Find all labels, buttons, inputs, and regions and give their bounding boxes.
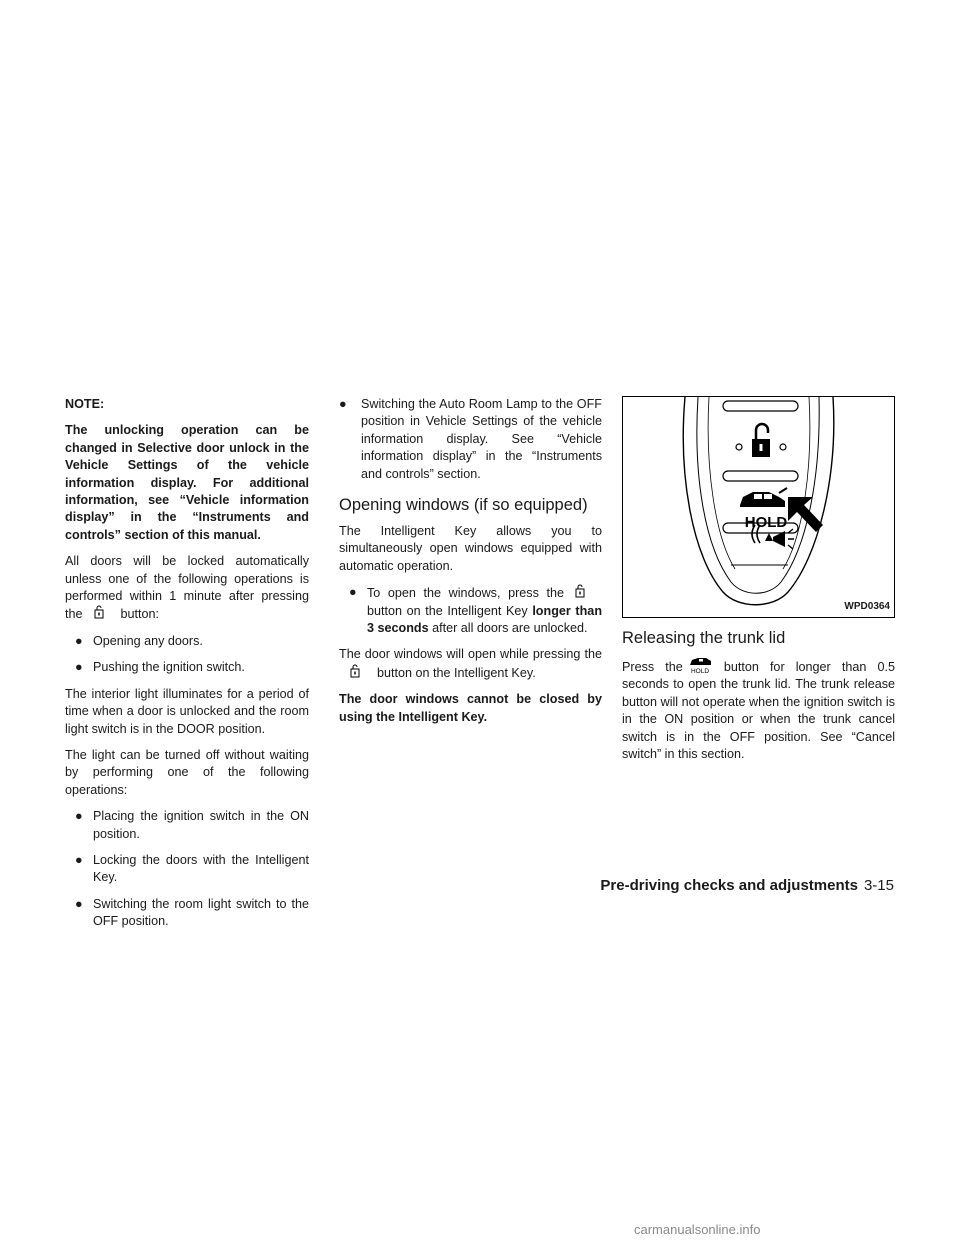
key-fob-figure [622,396,895,618]
key-unlock-icon [91,605,107,619]
column-left [65,396,309,940]
auto-lock-text: All doors will be locked automatically unless one of the following operations is performed within 1 minute after pressing the [65,554,309,622]
list-item [339,396,602,483]
page-number: 3-15 [863,877,894,894]
trunk-hold-icon [686,656,714,674]
figure-code: WPD0364 [843,598,891,615]
bullet-glyph: ● [75,660,83,675]
trunk-text-end: button for longer than 0.5 seconds to open the trunk lid. The trunk release button will not operate when the ignition switch is in the ON position or when the trunk cancel switch is in the OFF position. See “Cancel switch” in this section. [622,660,895,762]
trunk-paragraph [622,656,895,763]
windows-open-paragraph [339,646,602,682]
bullet-glyph: ● [339,397,347,411]
windows-open-text: The door windows will open while pressing the [339,647,602,662]
note-body: The unlocking operation can be changed in Selective door unlock in the Vehicle Settings of the vehicle information display. For additional information, see “Vehicle information display” in the “Instruments and controls” section of this manual. [65,423,309,542]
bullet-glyph: ● [75,896,83,911]
watermark: carmanualsonline.info [634,1222,761,1237]
list-item-text: Placing the ignition switch in the ON position. [93,809,309,841]
bullet-glyph: ● [75,852,83,867]
key-fob-illustration [623,397,895,618]
list-item [65,808,309,843]
list-item-text-mid: button on the Intelligent Key [367,603,528,618]
list-item [65,633,309,650]
list-item [339,584,602,637]
auto-lock-paragraph [65,553,309,624]
key-unlock-icon [572,584,588,598]
light-off-paragraph: The light can be turned off without waiting by performing one of the following operations: [65,747,309,797]
trunk-text: Press the [622,660,683,674]
windows-open-text-end: button on the Intelligent Key. [377,665,536,680]
windows-warning: The door windows cannot be closed by using the Intelligent Key. [339,692,602,724]
bullet-glyph: ● [349,585,357,600]
list-item-text: Pushing the ignition switch. [93,660,245,675]
list-item-text: Switching the Auto Room Lamp to the OFF position in Vehicle Settings of the vehicle information display. See “Vehicle information display” in the “Instruments and controls” section. [361,397,602,481]
key-unlock-icon [347,664,363,678]
emphasis-text: longer than 3 seconds [367,603,603,636]
trunk-icon-label: HOLD [690,668,709,674]
list-item [65,852,309,887]
list-item [65,896,309,931]
column-middle [339,396,602,735]
list-item-text-end: after all doors are unlocked. [432,621,588,636]
section-heading-windows: Opening windows (if so equipped) [339,496,588,515]
figure-hold-label: HOLD [744,514,788,531]
list-item [65,659,309,676]
page-footer [600,877,894,894]
bullet-glyph: ● [75,809,83,824]
list-item-text: To open the windows, press the [367,586,564,601]
bullet-glyph: ● [75,633,83,648]
footer-section-title: Pre-driving checks and adjustments [600,877,858,894]
list-item-text: Locking the doors with the Intelligent Key. [93,852,309,885]
list-item-text: Switching the room light switch to the OFF position. [93,896,309,929]
section-heading-trunk: Releasing the trunk lid [622,629,786,647]
column-right [622,396,895,772]
windows-intro: The Intelligent Key allows you to simultaneously open windows equipped with automatic operation. [339,524,602,573]
auto-lock-text-end: button: [120,607,160,622]
list-item-text: Opening any doors. [93,633,203,648]
interior-light-paragraph: The interior light illuminates for a period of time when a door is unlocked and the room light switch is in the DOOR position. [65,686,309,736]
note-heading: NOTE: [65,397,105,411]
